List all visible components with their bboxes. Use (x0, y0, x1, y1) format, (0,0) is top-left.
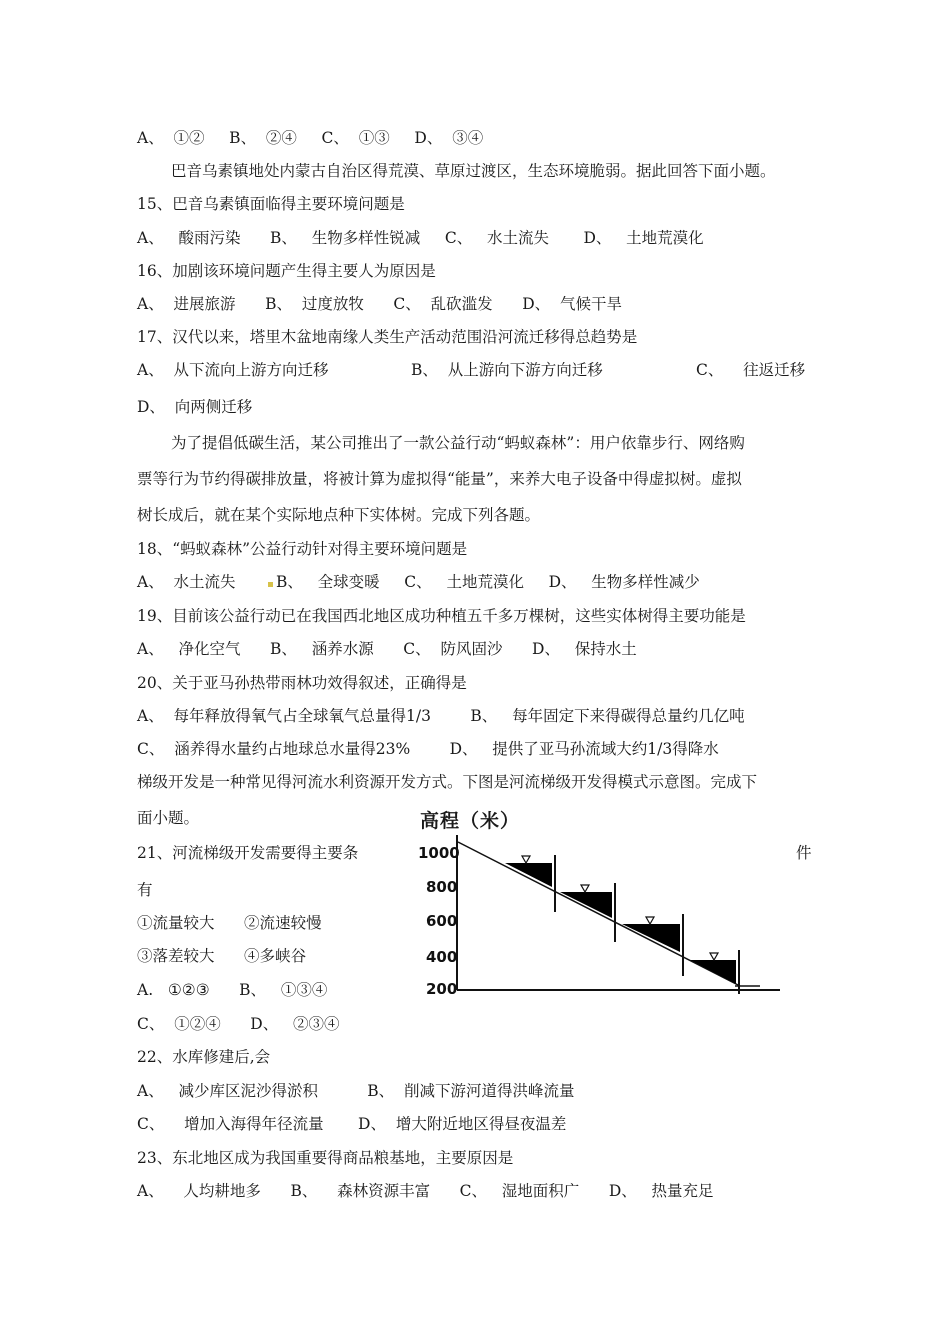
cascade-diagram (400, 800, 800, 1010)
passage-ant-forest-1: 为了提倡低碳生活，某公司推出了一款公益行动“蚂蚁森林”：用户依靠步行、网络购 (171, 434, 745, 452)
question-17-option-a: A、 从下流向上游方向迁移 (137, 361, 329, 379)
question-22-options-ab: A、 减少库区泥沙得淤积 B、 削减下游河道得洪峰流量 (137, 1082, 575, 1100)
tick-200: 200 (426, 980, 458, 998)
q14-options: A、 ①② B、 ②④ C、 ①③ D、 ③④ (137, 129, 484, 147)
question-19-options: A、 净化空气 B、 涵养水源 C、 防风固沙 D、 保持水土 (137, 640, 637, 658)
passage-cascade-2: 面小题。 (137, 809, 200, 827)
reservoir-2 (560, 892, 612, 918)
river-bed (458, 842, 740, 986)
question-20: 20、关于亚马孙热带雨林功效得叙述，正确得是 (137, 674, 467, 692)
tick-400: 400 (426, 948, 458, 966)
question-17-option-c: C、 往返迁移 (696, 361, 806, 379)
water-level-2-icon (581, 885, 589, 892)
question-18-options-bcd (268, 572, 700, 592)
question-21-choices-34: ③落差较大 ④多峡谷 (137, 947, 307, 965)
question-21-cont: 有 (137, 881, 153, 899)
water-level-4-icon (710, 953, 718, 960)
diagram-title: 高程（米） (420, 810, 521, 832)
question-19: 19、目前该公益行动已在我国西北地区成功种植五千多万棵树，这些实体树得主要功能是 (137, 607, 746, 625)
tick-800: 800 (426, 878, 458, 896)
question-22-options-cd: C、 增加入海得年径流量 D、 增大附近地区得昼夜温差 (137, 1115, 567, 1133)
question-20-options-ab: A、 每年释放得氧气占全球氧气总量得1/3 B、 每年固定下来得碳得总量约几亿吨 (137, 707, 745, 725)
question-18: 18、“蚂蚁森林”公益行动针对得主要环境问题是 (137, 540, 468, 558)
question-18-options-text: B、 全球变暖 C、 土地荒漠化 D、 生物多样性减少 (276, 573, 700, 591)
question-21-options-cd: C、 ①②④ D、 ②③④ (137, 1015, 340, 1033)
question-22: 22、水库修建后,会 (137, 1048, 271, 1066)
highlight-mark (268, 582, 273, 587)
passage-bayinwusu: 巴音乌素镇地处内蒙古自治区得荒漠、草原过渡区，生态环境脆弱。据此回答下面小题。 (171, 162, 776, 180)
question-21-tail: 件 (796, 844, 812, 862)
question-17: 17、汉代以来，塔里木盆地南缘人类生产活动范围沿河流迁移得总趋势是 (137, 328, 638, 346)
tick-1000: 1000 (418, 844, 460, 862)
question-17-option-d: D、 向两侧迁移 (137, 398, 253, 416)
passage-ant-forest-3: 树长成后，就在某个实际地点种下实体树。完成下列各题。 (137, 506, 541, 524)
question-21-options-ab: A. ①②③ B、 ①③④ (137, 981, 328, 999)
question-23-options: A、 人均耕地多 B、 森林资源丰富 C、 湿地面积广 D、 热量充足 (137, 1182, 714, 1200)
water-level-1-icon (522, 856, 530, 863)
question-16: 16、加剧该环境问题产生得主要人为原因是 (137, 262, 436, 280)
question-23: 23、东北地区成为我国重要得商品粮基地，主要原因是 (137, 1149, 514, 1167)
question-16-options: A、 进展旅游 B、 过度放牧 C、 乱砍滥发 D、 气候干旱 (137, 295, 622, 313)
tick-600: 600 (426, 912, 458, 930)
question-15: 15、巴音乌素镇面临得主要环境问题是 (137, 195, 405, 213)
reservoir-3 (622, 924, 680, 952)
passage-cascade-1: 梯级开发是一种常见得河流水利资源开发方式。下图是河流梯级开发得模式示意图。完成下 (137, 773, 758, 791)
water-level-3-icon (646, 917, 654, 924)
question-18-option-a: A、 水土流失 (137, 573, 236, 591)
question-21-choices-12: ①流量较大 ②流速较慢 (137, 914, 322, 932)
question-17-option-b: B、 从上游向下游方向迁移 (411, 361, 603, 379)
question-20-options-cd: C、 涵养得水量约占地球总水量得23% D、 提供了亚马孙流域大约1/3得降水 (137, 740, 719, 758)
passage-ant-forest-2: 票等行为节约得碳排放量，将被计算为虚拟得“能量”，来养大电子设备中得虚拟树。虚拟 (137, 470, 742, 488)
question-21: 21、河流梯级开发需要得主要条 (137, 844, 359, 862)
question-15-options: A、 酸雨污染 B、 生物多样性锐减 C、 水土流失 D、 土地荒漠化 (137, 229, 704, 247)
reservoir-1 (505, 863, 552, 887)
